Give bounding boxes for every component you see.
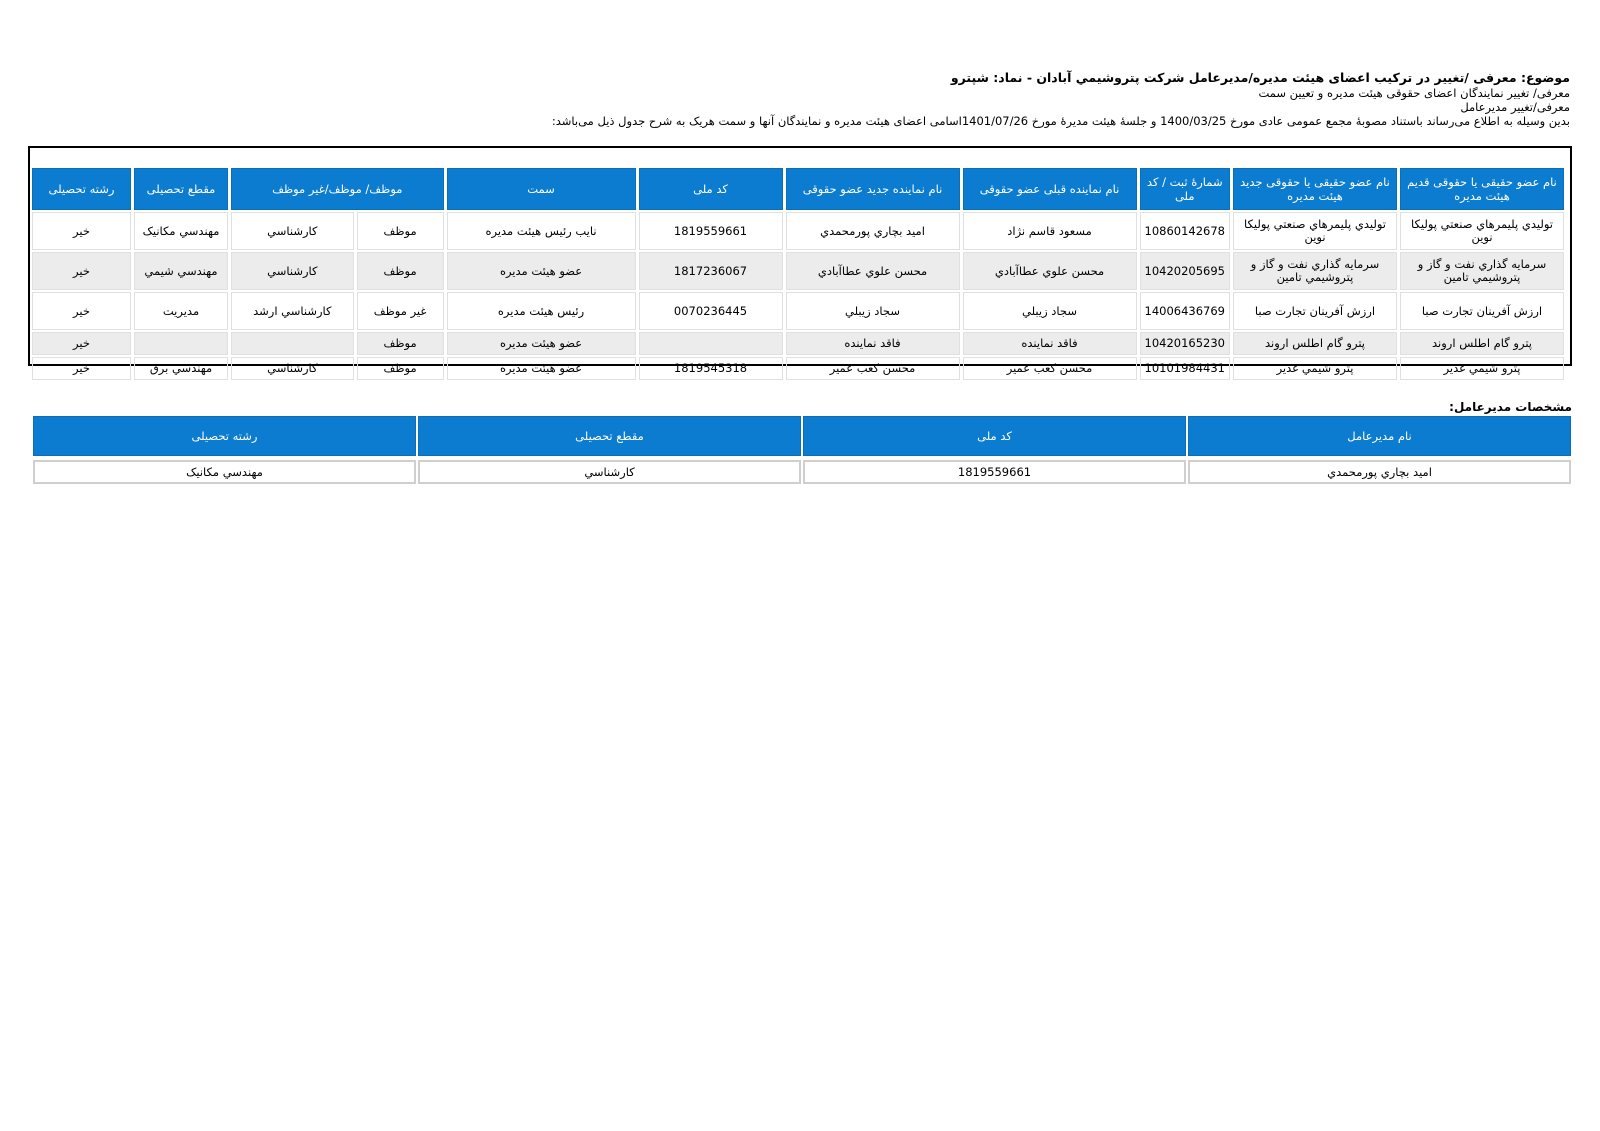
cell-field: مهندسي شيمي — [134, 252, 228, 290]
cell-duty-status: موظف — [357, 252, 444, 290]
col-manager-name: نام مدیرعامل — [1188, 416, 1571, 456]
cell-old-member: توليدي پليمرهاي صنعتي پوليكا نوين — [1400, 212, 1564, 250]
subject-line-1: معرفی/ تغییر نمایندگان اعضای حقوقی هیئت مدیره و تعیین سمت — [1258, 86, 1570, 100]
cell-manager-national-id: 1819559661 — [803, 460, 1186, 484]
col-degree: مقطع تحصیلی — [134, 168, 228, 210]
cell-previous-rep: محسن علوي عطاآبادي — [963, 252, 1137, 290]
cell-old-member: سرمايه گذاري نفت و گاز و پتروشيمي تامين — [1400, 252, 1564, 290]
cell-new-rep: فاقد نماينده — [786, 332, 960, 355]
cell-flag: خير — [32, 212, 131, 250]
table-row — [32, 357, 1564, 380]
manager-table-header — [31, 416, 1573, 456]
table-row — [32, 332, 1564, 355]
cell-degree: كارشناسي — [231, 252, 354, 290]
cell-old-member: ارزش آفرينان تجارت صبا — [1400, 292, 1564, 330]
table-row — [33, 460, 1571, 484]
cell-position: عضو هيئت مديره — [447, 332, 636, 355]
cell-new-member: پترو گام اطلس اروند — [1233, 332, 1397, 355]
cell-degree: كارشناسي ارشد — [231, 292, 354, 330]
col-manager-national-id: کد ملی — [803, 416, 1186, 456]
cell-registration-no: 10860142678 — [1140, 212, 1230, 250]
cell-new-member: توليدي پليمرهاي صنعتي پوليكا نوين — [1233, 212, 1397, 250]
col-manager-field: رشته تحصیلی — [33, 416, 416, 456]
cell-manager-name: اميد بچاري پورمحمدي — [1188, 460, 1571, 484]
board-table-header-row — [32, 168, 1564, 210]
subject-line-2: معرفی/تغییر مدیرعامل — [1460, 100, 1570, 114]
cell-national-id: 0070236445 — [639, 292, 783, 330]
cell-degree — [231, 332, 354, 355]
cell-duty-status: موظف — [357, 212, 444, 250]
cell-new-rep: محسن كعب عمير — [786, 357, 960, 380]
col-national-id: کد ملی — [639, 168, 783, 210]
cell-field: مديريت — [134, 292, 228, 330]
cell-previous-rep: فاقد نماينده — [963, 332, 1137, 355]
cell-national-id: 1819545318 — [639, 357, 783, 380]
cell-new-rep: اميد بچاري پورمحمدي — [786, 212, 960, 250]
col-duty-status: موظف/ موظف/غیر موظف — [231, 168, 444, 210]
cell-registration-no: 10101984431 — [1140, 357, 1230, 380]
col-field: رشته تحصیلی — [32, 168, 131, 210]
cell-duty-status: موظف — [357, 357, 444, 380]
cell-duty-status: غير موظف — [357, 292, 444, 330]
cell-position: رئيس هيئت مديره — [447, 292, 636, 330]
cell-position: عضو هيئت مديره — [447, 357, 636, 380]
cell-registration-no: 14006436769 — [1140, 292, 1230, 330]
cell-degree: كارشناسي — [231, 357, 354, 380]
cell-field: مهندسي مكانيک — [134, 212, 228, 250]
announcement-header — [30, 70, 1570, 128]
cell-national-id — [639, 332, 783, 355]
col-manager-degree: مقطع تحصیلی — [418, 416, 801, 456]
board-members-table — [29, 166, 1567, 382]
cell-flag: خير — [32, 332, 131, 355]
table-row — [32, 212, 1564, 250]
cell-manager-degree: كارشناسي — [418, 460, 801, 484]
cell-new-member: ارزش آفرينان تجارت صبا — [1233, 292, 1397, 330]
col-new-member: نام عضو حقیقی یا حقوقی جدید هیئت مدیره — [1233, 168, 1397, 210]
cell-degree: كارشناسي — [231, 212, 354, 250]
col-previous-rep: نام نماینده قبلی عضو حقوقی — [963, 168, 1137, 210]
cell-old-member: پترو گام اطلس اروند — [1400, 332, 1564, 355]
cell-previous-rep: محسن كعب عمير — [963, 357, 1137, 380]
cell-previous-rep: سجاد زيبلي — [963, 292, 1137, 330]
cell-new-member: پترو شيمي غدير — [1233, 357, 1397, 380]
intro-paragraph: بدین وسیله به اطلاع می‌رساند باستناد مصوبۀ مجمع عمومی عادی مورخ 1400/03/25 و جلسۀ هیئت مدیرۀ مورخ 1401/07/26اسامی اعضای هیئت مدیره و نمایندگان آنها و سمت هریک به شرح جدول ذیل می‌باشد: — [551, 114, 1570, 128]
manager-section-caption: مشخصات مدیرعامل: — [1449, 400, 1572, 414]
cell-flag: خير — [32, 252, 131, 290]
cell-registration-no: 10420205695 — [1140, 252, 1230, 290]
table-row — [32, 252, 1564, 290]
cell-registration-no: 10420165230 — [1140, 332, 1230, 355]
cell-new-rep: محسن علوي عطاآبادي — [786, 252, 960, 290]
cell-position: نايب رئيس هيئت مديره — [447, 212, 636, 250]
cell-previous-rep: مسعود قاسم نژاد — [963, 212, 1137, 250]
cell-position: عضو هيئت مديره — [447, 252, 636, 290]
cell-old-member: پترو شيمي غدير — [1400, 357, 1564, 380]
board-table-frame — [28, 146, 1572, 375]
cell-field: مهندسي برق — [134, 357, 228, 380]
cell-national-id: 1819559661 — [639, 212, 783, 250]
cell-manager-field: مهندسي مكانيک — [33, 460, 416, 484]
col-old-member: نام عضو حقیقی یا حقوقی قدیم هیئت مدیره — [1400, 168, 1564, 210]
cell-flag: خير — [32, 292, 131, 330]
manager-table-body — [31, 460, 1573, 484]
col-registration-no: شمارۀ ثبت / کد ملی — [1140, 168, 1230, 210]
cell-national-id: 1817236067 — [639, 252, 783, 290]
page-title: موضوع: معرفی /تغییر در ترکیب اعضای هیئت مدیره/مدیرعامل شرکت پتروشيمي آبادان - نماد: شپترو — [950, 70, 1570, 85]
col-new-rep: نام نماینده جدید عضو حقوقی — [786, 168, 960, 210]
table-row — [32, 292, 1564, 330]
col-position: سمت — [447, 168, 636, 210]
cell-duty-status: موظف — [357, 332, 444, 355]
cell-flag: خير — [32, 357, 131, 380]
cell-new-member: سرمايه گذاري نفت و گاز و پتروشيمي تامين — [1233, 252, 1397, 290]
cell-new-rep: سجاد زيبلي — [786, 292, 960, 330]
cell-field — [134, 332, 228, 355]
